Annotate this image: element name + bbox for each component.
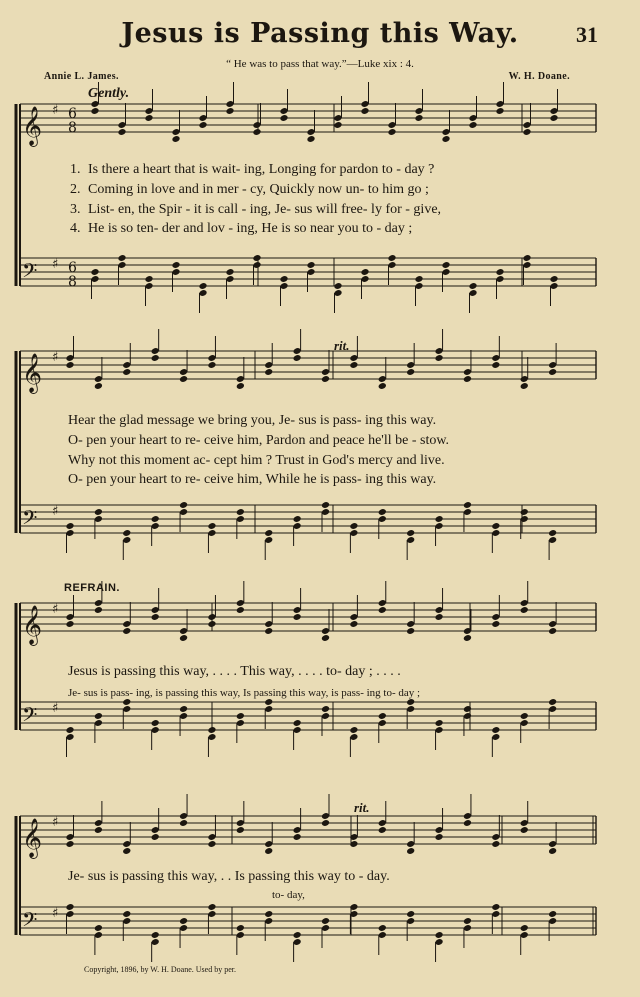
note-head [491, 903, 500, 911]
note-head [378, 826, 387, 834]
note-head [321, 634, 330, 642]
note-head [491, 361, 500, 369]
bass-clef-icon: 𝄢 [22, 506, 38, 534]
note-head [378, 382, 387, 390]
ritardando-marking: rit. [354, 800, 370, 815]
note-head [151, 719, 160, 727]
composer-credit: W. H. Doane. [508, 71, 570, 82]
final-bass-lyric: to- day, [272, 889, 305, 901]
time-signature-top: 6 [68, 260, 77, 276]
verse-line [70, 202, 441, 218]
note-head [406, 698, 415, 706]
verse-line [70, 182, 429, 198]
treble-clef-icon: 𝄞 [22, 605, 43, 645]
note-head [144, 275, 153, 283]
note-head [349, 726, 358, 734]
note-head [252, 254, 261, 262]
note-head [360, 268, 369, 276]
note-head [463, 634, 472, 642]
note-head [293, 719, 302, 727]
note-head [65, 361, 74, 369]
note-head [491, 620, 500, 628]
note-head [548, 627, 557, 635]
ritardando-marking: rit. [334, 338, 350, 353]
note-head [117, 128, 126, 136]
note-head [264, 627, 273, 635]
note-head [520, 712, 529, 720]
note-head [171, 261, 180, 269]
note-head [179, 375, 188, 383]
note-head [495, 268, 504, 276]
refrain-treble-lyric: Jesus is passing this way, . . . . This way, . . . . to- day ; . . . . [68, 664, 401, 679]
verse-text: List- en, the Spir - it is call - ing, Je- sus will free- ly for - give, [88, 202, 442, 217]
note-head [293, 613, 302, 621]
time-signature-bottom: 8 [68, 120, 77, 136]
note-head [207, 903, 216, 911]
note-head [463, 375, 472, 383]
verse-text: Coming in love and in mer - cy, Quickly now un- to him go ; [88, 182, 429, 197]
note-head [94, 924, 103, 932]
verse-text: Is there a heart that is wait- ing, Longing for pardon to - day ? [88, 162, 435, 177]
note-head [264, 847, 273, 855]
page-number: 31 [576, 22, 598, 47]
note-head [151, 354, 160, 362]
note-head [549, 114, 558, 122]
note-head [117, 254, 126, 262]
note-head [441, 135, 450, 143]
note-head [151, 613, 160, 621]
note-head [122, 627, 131, 635]
note-head [548, 698, 557, 706]
note-head [207, 361, 216, 369]
treble-clef-icon: 𝄞 [22, 106, 43, 146]
note-head [414, 275, 423, 283]
note-head [349, 522, 358, 530]
note-head [293, 354, 302, 362]
note-head [225, 107, 234, 115]
note-head [306, 135, 315, 143]
note-head [65, 726, 74, 734]
sharp-icon: ♯ [52, 103, 59, 118]
note-head [122, 698, 131, 706]
verse-number: 2. [70, 182, 81, 197]
time-signature-top: 6 [68, 106, 77, 122]
note-head [90, 268, 99, 276]
lyric-line: O- pen your heart to re- ceive him, While he is pass- ing this way. [68, 472, 437, 487]
page-title: Jesus is Passing this Way. [121, 18, 519, 49]
note-head [94, 606, 103, 614]
sharp-icon: ♯ [52, 701, 59, 716]
note-head [321, 917, 330, 925]
note-head [463, 917, 472, 925]
note-head [122, 529, 131, 537]
bass-clef-icon: 𝄢 [22, 908, 38, 936]
bass-clef-icon: 𝄢 [22, 259, 38, 287]
note-head [406, 627, 415, 635]
note-head [122, 910, 131, 918]
note-head [144, 114, 153, 122]
note-head [435, 613, 444, 621]
verse-line [70, 162, 434, 178]
note-head [306, 261, 315, 269]
note-head [406, 368, 415, 376]
note-head [441, 261, 450, 269]
note-head [406, 847, 415, 855]
note-head [264, 529, 273, 537]
note-head [122, 847, 131, 855]
note-head [198, 121, 207, 129]
note-head [236, 924, 245, 932]
note-head [463, 501, 472, 509]
note-head [236, 606, 245, 614]
note-head [522, 254, 531, 262]
refrain-bass-lyric: Je- sus is pass- ing, is passing this way, Is passing this way, is pass- ing to- day ; [68, 687, 421, 699]
note-head [90, 107, 99, 115]
note-head [548, 368, 557, 376]
note-head [179, 634, 188, 642]
note-head [279, 275, 288, 283]
note-head [387, 254, 396, 262]
note-head [378, 606, 387, 614]
note-head [435, 719, 444, 727]
note-head [293, 833, 302, 841]
note-head [435, 833, 444, 841]
note-head [122, 368, 131, 376]
note-head [279, 114, 288, 122]
sharp-icon: ♯ [52, 257, 59, 272]
note-head [321, 705, 330, 713]
treble-clef-icon: 𝄞 [22, 353, 43, 393]
note-head [378, 924, 387, 932]
note-head [435, 354, 444, 362]
note-head [522, 128, 531, 136]
note-head [349, 361, 358, 369]
note-head [65, 840, 74, 848]
note-head [236, 826, 245, 834]
note-head [198, 282, 207, 290]
verse-number: 1. [70, 162, 81, 177]
scripture-reference: “ He was to pass that way.”—Luke xix : 4. [226, 58, 414, 70]
note-head [520, 606, 529, 614]
sharp-icon: ♯ [52, 815, 59, 830]
note-head [264, 910, 273, 918]
note-head [435, 931, 444, 939]
note-head [207, 522, 216, 530]
note-head [207, 726, 216, 734]
note-head [333, 121, 342, 129]
verse-line [70, 221, 412, 237]
sharp-icon: ♯ [52, 906, 59, 921]
copyright-notice: Copyright, 1896, by W. H. Doane. Used by per. [84, 965, 236, 974]
note-head [151, 931, 160, 939]
note-head [520, 924, 529, 932]
note-head [349, 620, 358, 628]
note-head [252, 128, 261, 136]
note-head [207, 620, 216, 628]
note-head [179, 705, 188, 713]
verse-number: 4. [70, 221, 81, 236]
note-head [520, 508, 529, 516]
note-head [378, 508, 387, 516]
note-head [321, 375, 330, 383]
note-head [468, 282, 477, 290]
note-head [495, 107, 504, 115]
note-head [333, 282, 342, 290]
verse-number: 3. [70, 202, 81, 217]
note-head [321, 819, 330, 827]
note-head [387, 128, 396, 136]
note-head [360, 107, 369, 115]
note-head [94, 508, 103, 516]
note-head [65, 522, 74, 530]
bass-clef-icon: 𝄢 [22, 703, 38, 731]
time-signature-bottom: 8 [68, 274, 77, 290]
lyric-line: Why not this moment ac- cept him ? Trust in God's mercy and live. [68, 453, 445, 468]
note-head [179, 501, 188, 509]
lyric-line: O- pen your heart to re- ceive him, Pardon and peace he'll be - stow. [68, 433, 450, 448]
note-head [65, 903, 74, 911]
note-head [94, 826, 103, 834]
note-head [491, 522, 500, 530]
refrain-label: REFRAIN. [64, 582, 120, 594]
note-head [179, 917, 188, 925]
note-head [414, 114, 423, 122]
note-head [468, 121, 477, 129]
author-credit: Annie L. James. [44, 71, 119, 82]
note-head [179, 819, 188, 827]
tempo-marking: Gently. [88, 86, 130, 101]
verse-text: He is so ten- der and lov - ing, He is so near you to - day ; [88, 221, 413, 236]
note-head [548, 910, 557, 918]
note-head [65, 620, 74, 628]
note-head [207, 840, 216, 848]
sharp-icon: ♯ [52, 350, 59, 365]
note-head [225, 268, 234, 276]
note-head [293, 931, 302, 939]
note-head [264, 368, 273, 376]
sharp-icon: ♯ [52, 602, 59, 617]
note-head [151, 515, 160, 523]
note-head [171, 135, 180, 143]
note-head [321, 501, 330, 509]
note-head [236, 382, 245, 390]
note-head [94, 382, 103, 390]
note-head [406, 910, 415, 918]
note-head [435, 515, 444, 523]
note-head [378, 712, 387, 720]
sharp-icon: ♯ [52, 504, 59, 519]
note-head [151, 833, 160, 841]
note-head [406, 529, 415, 537]
lyric-line: Hear the glad message we bring you, Je- sus is pass- ing this way. [68, 413, 437, 428]
note-head [491, 726, 500, 734]
note-head [548, 847, 557, 855]
note-head [236, 712, 245, 720]
note-head [94, 712, 103, 720]
note-head [548, 529, 557, 537]
note-head [293, 515, 302, 523]
note-head [463, 705, 472, 713]
note-head [236, 508, 245, 516]
treble-clef-icon: 𝄞 [22, 818, 43, 858]
note-head [520, 382, 529, 390]
note-head [264, 698, 273, 706]
final-treble-lyric: Je- sus is passing this way, . . Is passing this way to - day. [68, 869, 390, 884]
note-head [549, 275, 558, 283]
note-head [491, 840, 500, 848]
note-head [463, 819, 472, 827]
note-head [520, 826, 529, 834]
